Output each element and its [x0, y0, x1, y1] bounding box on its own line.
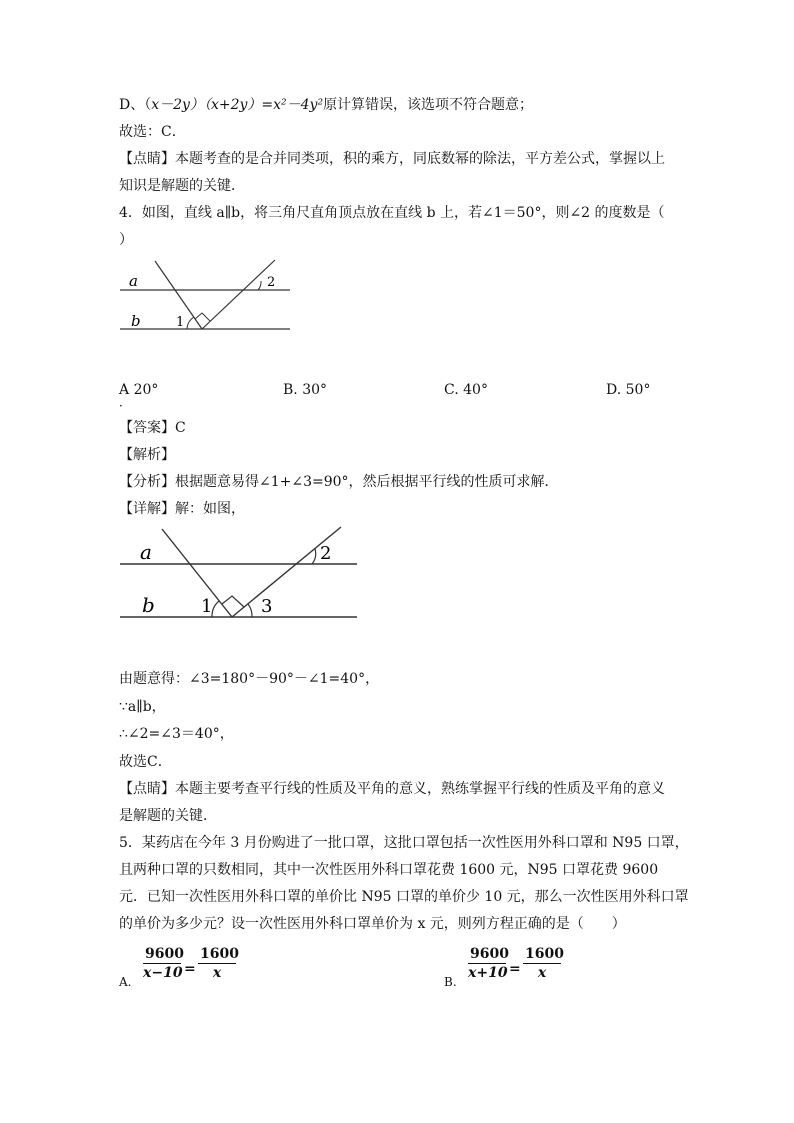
solution-step-3: ∴∠2=∠3＝40°， [119, 726, 234, 742]
question-5-line-3: 元．已知一次性医用外科口罩的单价比 N95 口罩的单价少 10 元，那么一次性医用外科口罩 [119, 889, 689, 905]
angle-2-label: 2 [267, 275, 276, 290]
option-a-dot: ． [119, 395, 132, 409]
q5-option-b-equals: = [509, 961, 521, 977]
q5-option-a-label: A. [119, 975, 132, 989]
comment-2-line-1: 【点睛】本题主要考查平行线的性质及平角的意义，熟练掌握平行线的性质及平角的意义 [119, 781, 665, 797]
solution-step-2: ∵a∥b， [119, 699, 166, 715]
question-4-figure [115, 255, 295, 335]
option-c: C. 40° [444, 382, 488, 398]
question-5-line-4: 的单价为多少元？设一次性医用外科口罩单价为 x 元，则列方程正确的是（ ） [119, 916, 626, 932]
comment-line-1: 【点睛】本题考查的是合并同类项，积的乘方，同底数幂的除法，平方差公式，掌握以上 [119, 151, 665, 167]
math-expression: x－2y）（x+2y）=x²－4y² [151, 97, 324, 113]
q5-option-b-right-fraction: $\frac{1600}{x}$ [525, 946, 564, 981]
solution-step-1: 由题意得：∠3=180°－90°－∠1=40°， [119, 671, 380, 687]
question-5-line-2: 且两种口罩的只数相同，其中一次性医用外科口罩花费 1600 元，N95 口罩花费 9600 [119, 862, 659, 878]
line-b-label: b [131, 312, 141, 330]
solution-step-4: 故选C． [119, 754, 172, 770]
question-4-stem: 4．如图，直线 a∥b，将三角尺直角顶点放在直线 b 上，若∠1＝50°，则∠2 的度数是（ [119, 205, 665, 221]
comment-2-line-2: 是解题的关键． [119, 808, 217, 824]
option-b: B. 30° [283, 382, 328, 398]
line-a-label: a [129, 272, 138, 290]
option-d-explanation: D、（x－2y）（x+2y）=x²－4y²原计算错误，该选项不符合题意； [119, 97, 534, 113]
q5-option-a-left-fraction: $\frac{9600}{x-10}$ [143, 946, 184, 981]
question-5-line-1: 5．某药店在今年 3 月份购进了一批口罩，这批口罩包括一次性医用外科口罩和 N95 口罩， [119, 835, 689, 851]
solution-figure [115, 523, 360, 623]
q5-option-a-equals: = [184, 961, 196, 977]
line-a-label: a [140, 540, 152, 564]
analysis-text: 【分析】根据题意易得∠1+∠3=90°，然后根据平行线的性质可求解． [119, 474, 559, 490]
choose-c-text: 故选：C． [119, 124, 186, 140]
answer-text: 【答案】C [119, 420, 186, 436]
q5-option-a-right-fraction: $\frac{1600}{x}$ [200, 946, 239, 981]
option-a: A 20° [119, 382, 159, 398]
solution-intro: 【详解】解：如图， [119, 501, 245, 517]
q5-option-b-label: B. [444, 975, 457, 989]
analysis-heading: 【解析】 [119, 447, 175, 463]
angle-3-label: 3 [261, 596, 273, 617]
comment-line-2: 知识是解题的关键． [119, 178, 245, 194]
question-4-stem-end: ） [119, 232, 133, 248]
angle-2-label: 2 [320, 543, 332, 564]
line-b-label: b [142, 593, 155, 617]
angle-1-label: 1 [201, 596, 213, 617]
angle-1-label: 1 [176, 315, 185, 330]
q5-option-b-left-fraction: $\frac{9600}{x+10}$ [468, 946, 509, 981]
option-d: D. 50° [606, 382, 651, 398]
